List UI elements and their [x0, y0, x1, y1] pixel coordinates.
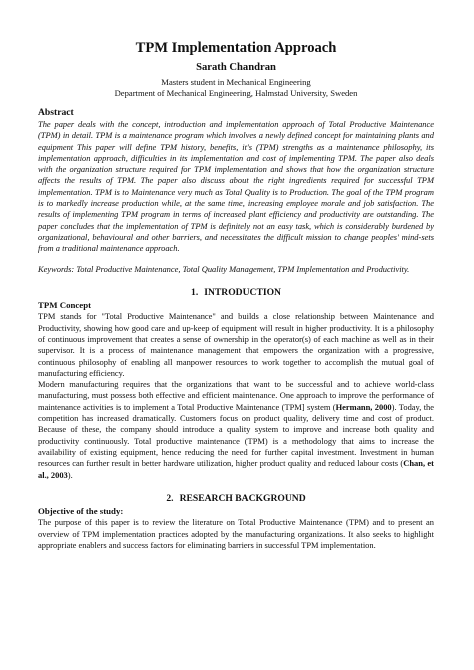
paper-title: TPM Implementation Approach — [135, 40, 337, 56]
intro-paragraph-2-part-a: Modern manufacturing requires that the organizations that want to be successful and to achieve world-class manufacturing, must possess both effective and efficient maintenance. One approach to improve the performance of maintenance activities is to implement a Total Productive Maintenance (TPM] system ( — [38, 379, 434, 412]
affiliation-line-1: Masters student in Mechanical Engineering — [161, 77, 311, 87]
author-name: Sarath Chandran — [196, 62, 276, 73]
citation-chan: Chan, et al., 2003 — [38, 458, 434, 480]
paper-page — [38, 40, 434, 551]
section-number: 2. — [166, 492, 174, 504]
abstract-heading: Abstract — [38, 107, 74, 118]
keywords: Keywords: Total Productive Maintenance, Total Quality Management, TPM Implementation and Productivity. — [38, 263, 410, 274]
subheading-tpm-concept: TPM Concept — [38, 299, 92, 310]
section-heading-research-background — [38, 493, 434, 505]
citation-hermann: Hermann, 2000 — [335, 401, 392, 412]
affiliation-line-2: Department of Mechanical Engineering, Halmstad University, Sweden — [114, 88, 358, 98]
intro-paragraph-2-part-b: ). Today, the competition has increased dramatically. Customers focus on product quality, delivery time and cost of product. Because of these, the company should introduce a quality system to improve and increase both quality and productivity continuously. Total productive maintenance (TPM) is a methodology that aims to increase the availability of existing equipment, hence reducing the need for further capital investment. Investment in human resources can further result in better hardware utilization, higher product quality and reduced labour costs ( — [38, 401, 434, 469]
intro-paragraph-1: TPM stands for "Total Productive Maintenance" and builds a close relationship between Maintenance and Productivity, showing how good care and up-keep of equipment will result in higher productivity. It is a philosophy of continuous improvement that creates a sense of ownership in the operator(s) of each machine as well as in their supervisor. It is a process of maintenance management that empowers the organization with a progressive, continuous philosophy of enabling all manpower resources to work together to accomplish the mutual goal of manufacturing efficiency. — [38, 311, 434, 378]
subheading-objective: Objective of the study: — [38, 505, 124, 516]
section-title: RESEARCH BACKGROUND — [179, 492, 306, 504]
section-heading-introduction — [38, 287, 434, 299]
section-number: 1. — [191, 286, 199, 298]
section-title: INTRODUCTION — [204, 286, 281, 298]
intro-paragraph-2-part-c: ). — [67, 469, 73, 480]
research-paragraph-1: The purpose of this paper is to review the literature on Total Productive Maintenance (TPM) and to present an overview of TPM implementation practices adopted by the manufacturing organizations. It also seeks to highlight appropriate enablers and success factors for eliminating barriers in successful TPM implementation. — [38, 517, 434, 550]
intro-paragraph-2 — [38, 379, 434, 481]
abstract-text: The paper deals with the concept, introduction and implementation approach of Total Productive Maintenance (TPM) in detail. TPM is a maintenance program which involves a newly defined concept for maintaining plants and equipment This paper will define TPM history, benefits, it's (TPM) strengths as a maintenance philosophy, its implementation approach, difficulties in its implementation and cost of implementing TPM. The paper also deals with the organization structure required for TPM implementation and shows that how the organization structure affects the results of TPM. The paper also discuss about the right ingredients required for successful TPM implementation. TPM is to Maintenance very much as Total Quality is to Production. The goal of the TPM program is to markedly increase production while, at the same time, increasing employee morale and job satisfaction. The results of implementing TPM program in terms of increased plant efficiency and productivity are outstanding. The paper concludes that the implementation of TPM is definitely not an easy task, which is considerably burdened by organizational, behavioural and other barriers, and necessitates the difficult mission to change peoples' mind-sets from a traditional maintenance approach. — [38, 119, 434, 254]
